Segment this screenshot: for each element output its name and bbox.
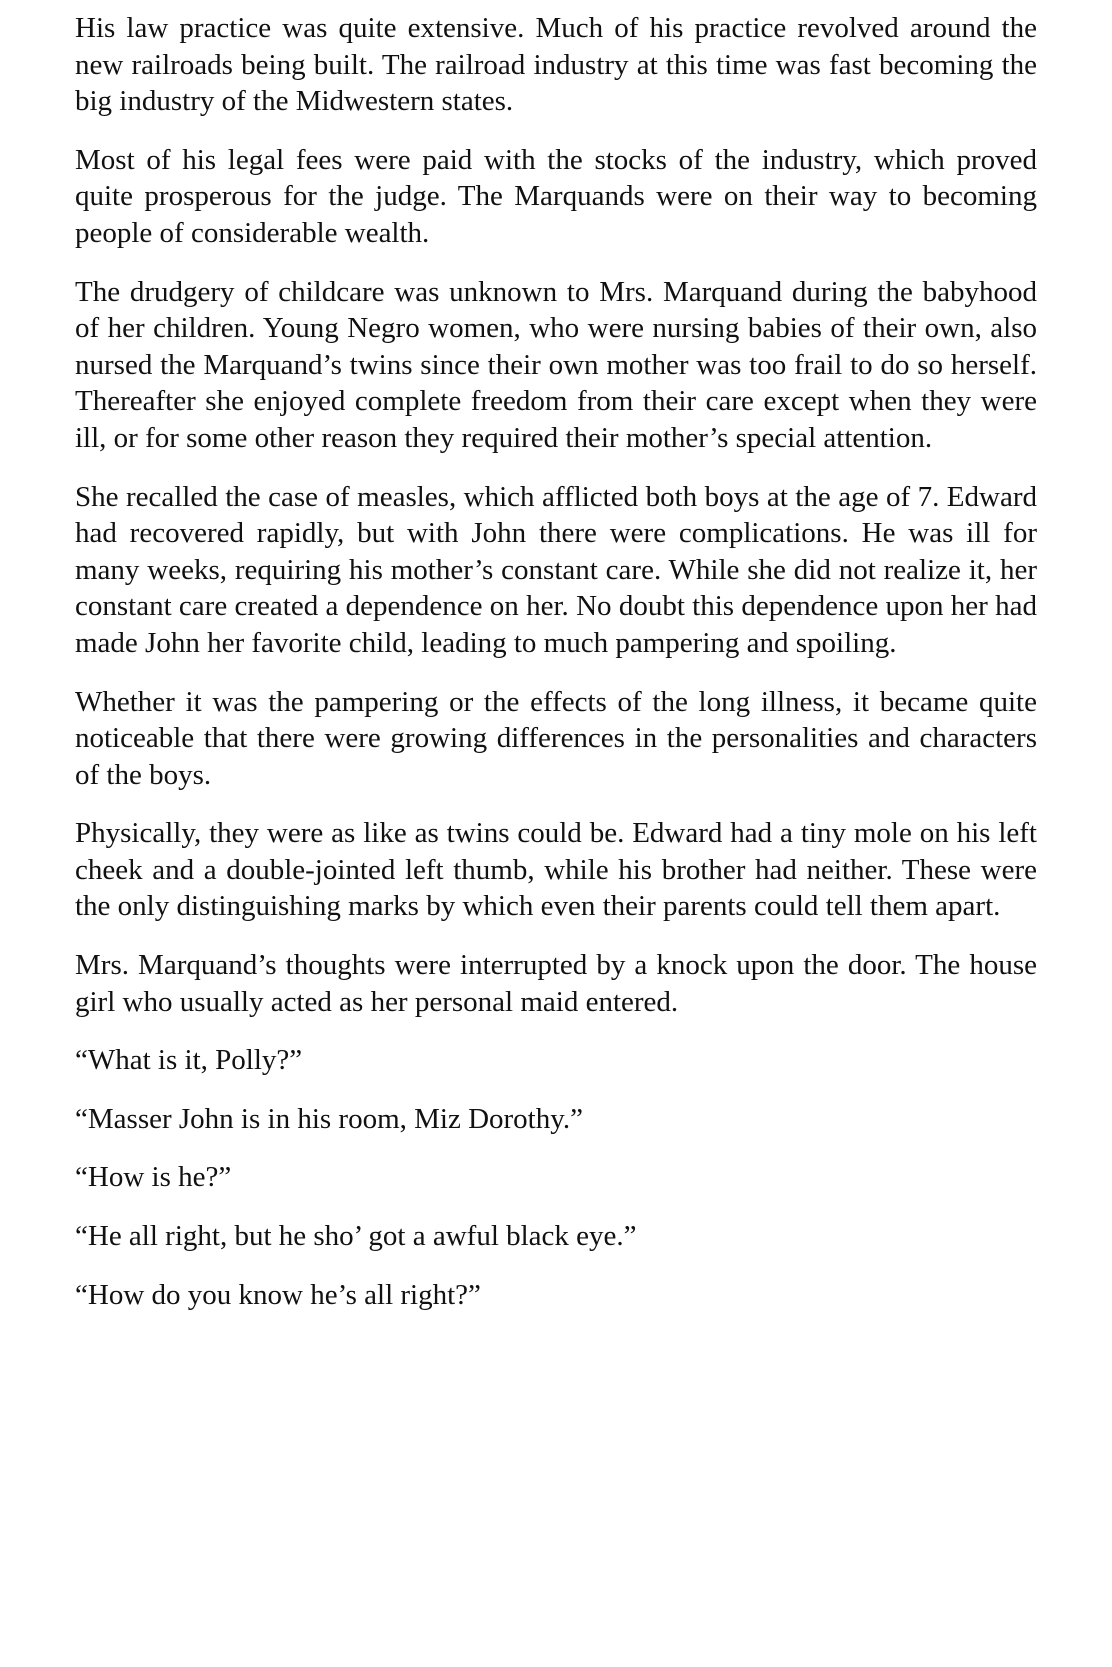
dialogue-line: “How is he?” (75, 1161, 232, 1194)
paragraph-differences: Whether it was the pampering or the effects of the long illness, it became quite noticeable that there were growing differences in the personalities and characters of the boys. (75, 685, 1037, 791)
paragraph-knock: Mrs. Marquand’s thoughts were interrupted by a knock upon the door. The house girl who usually acted as her personal maid entered. (75, 949, 1037, 1018)
paragraph-physically: Physically, they were as like as twins could be. Edward had a tiny mole on his left cheek and a double-jointed left thumb, while his brother had neither. These were the only distinguishing marks by which even their parents could tell them apart. (75, 817, 1037, 923)
dialogue-line: “What is it, Polly?” (75, 1044, 303, 1077)
paragraph-law-practice: His law practice was quite extensive. Much of his practice revolved around the new railroads being built. The railroad industry at this time was fast becoming the big industry of the Midwestern states. (75, 12, 1037, 118)
dialogue-line: “Masser John is in his room, Miz Dorothy.” (75, 1102, 583, 1135)
dialogue-line: “How do you know he’s all right?” (75, 1278, 481, 1311)
document-page (75, 10, 1037, 1335)
paragraph-measles: She recalled the case of measles, which afflicted both boys at the age of 7. Edward had recovered rapidly, but with John there were complications. He was ill for many weeks, requiring his mother’s constant care. While she did not realize it, her constant care created a dependence on her. No doubt this dependence upon her had made John her favorite child, leading to much pampering and spoiling. (75, 480, 1037, 659)
paragraph-legal-fees: Most of his legal fees were paid with the stocks of the industry, which proved quite prosperous for the judge. The Marquands were on their way to becoming people of considerable wealth. (75, 143, 1037, 249)
dialogue-line: “He all right, but he sho’ got a awful black eye.” (75, 1220, 637, 1253)
paragraph-childcare: The drudgery of childcare was unknown to Mrs. Marquand during the babyhood of her children. Young Negro women, who were nursing babies of their own, also nursed the Marquand’s twins since their own mother was too frail to do so herself. Thereafter she enjoyed complete freedom from their care except when they were ill, or for some other reason they required their mother’s special attention. (75, 275, 1037, 454)
